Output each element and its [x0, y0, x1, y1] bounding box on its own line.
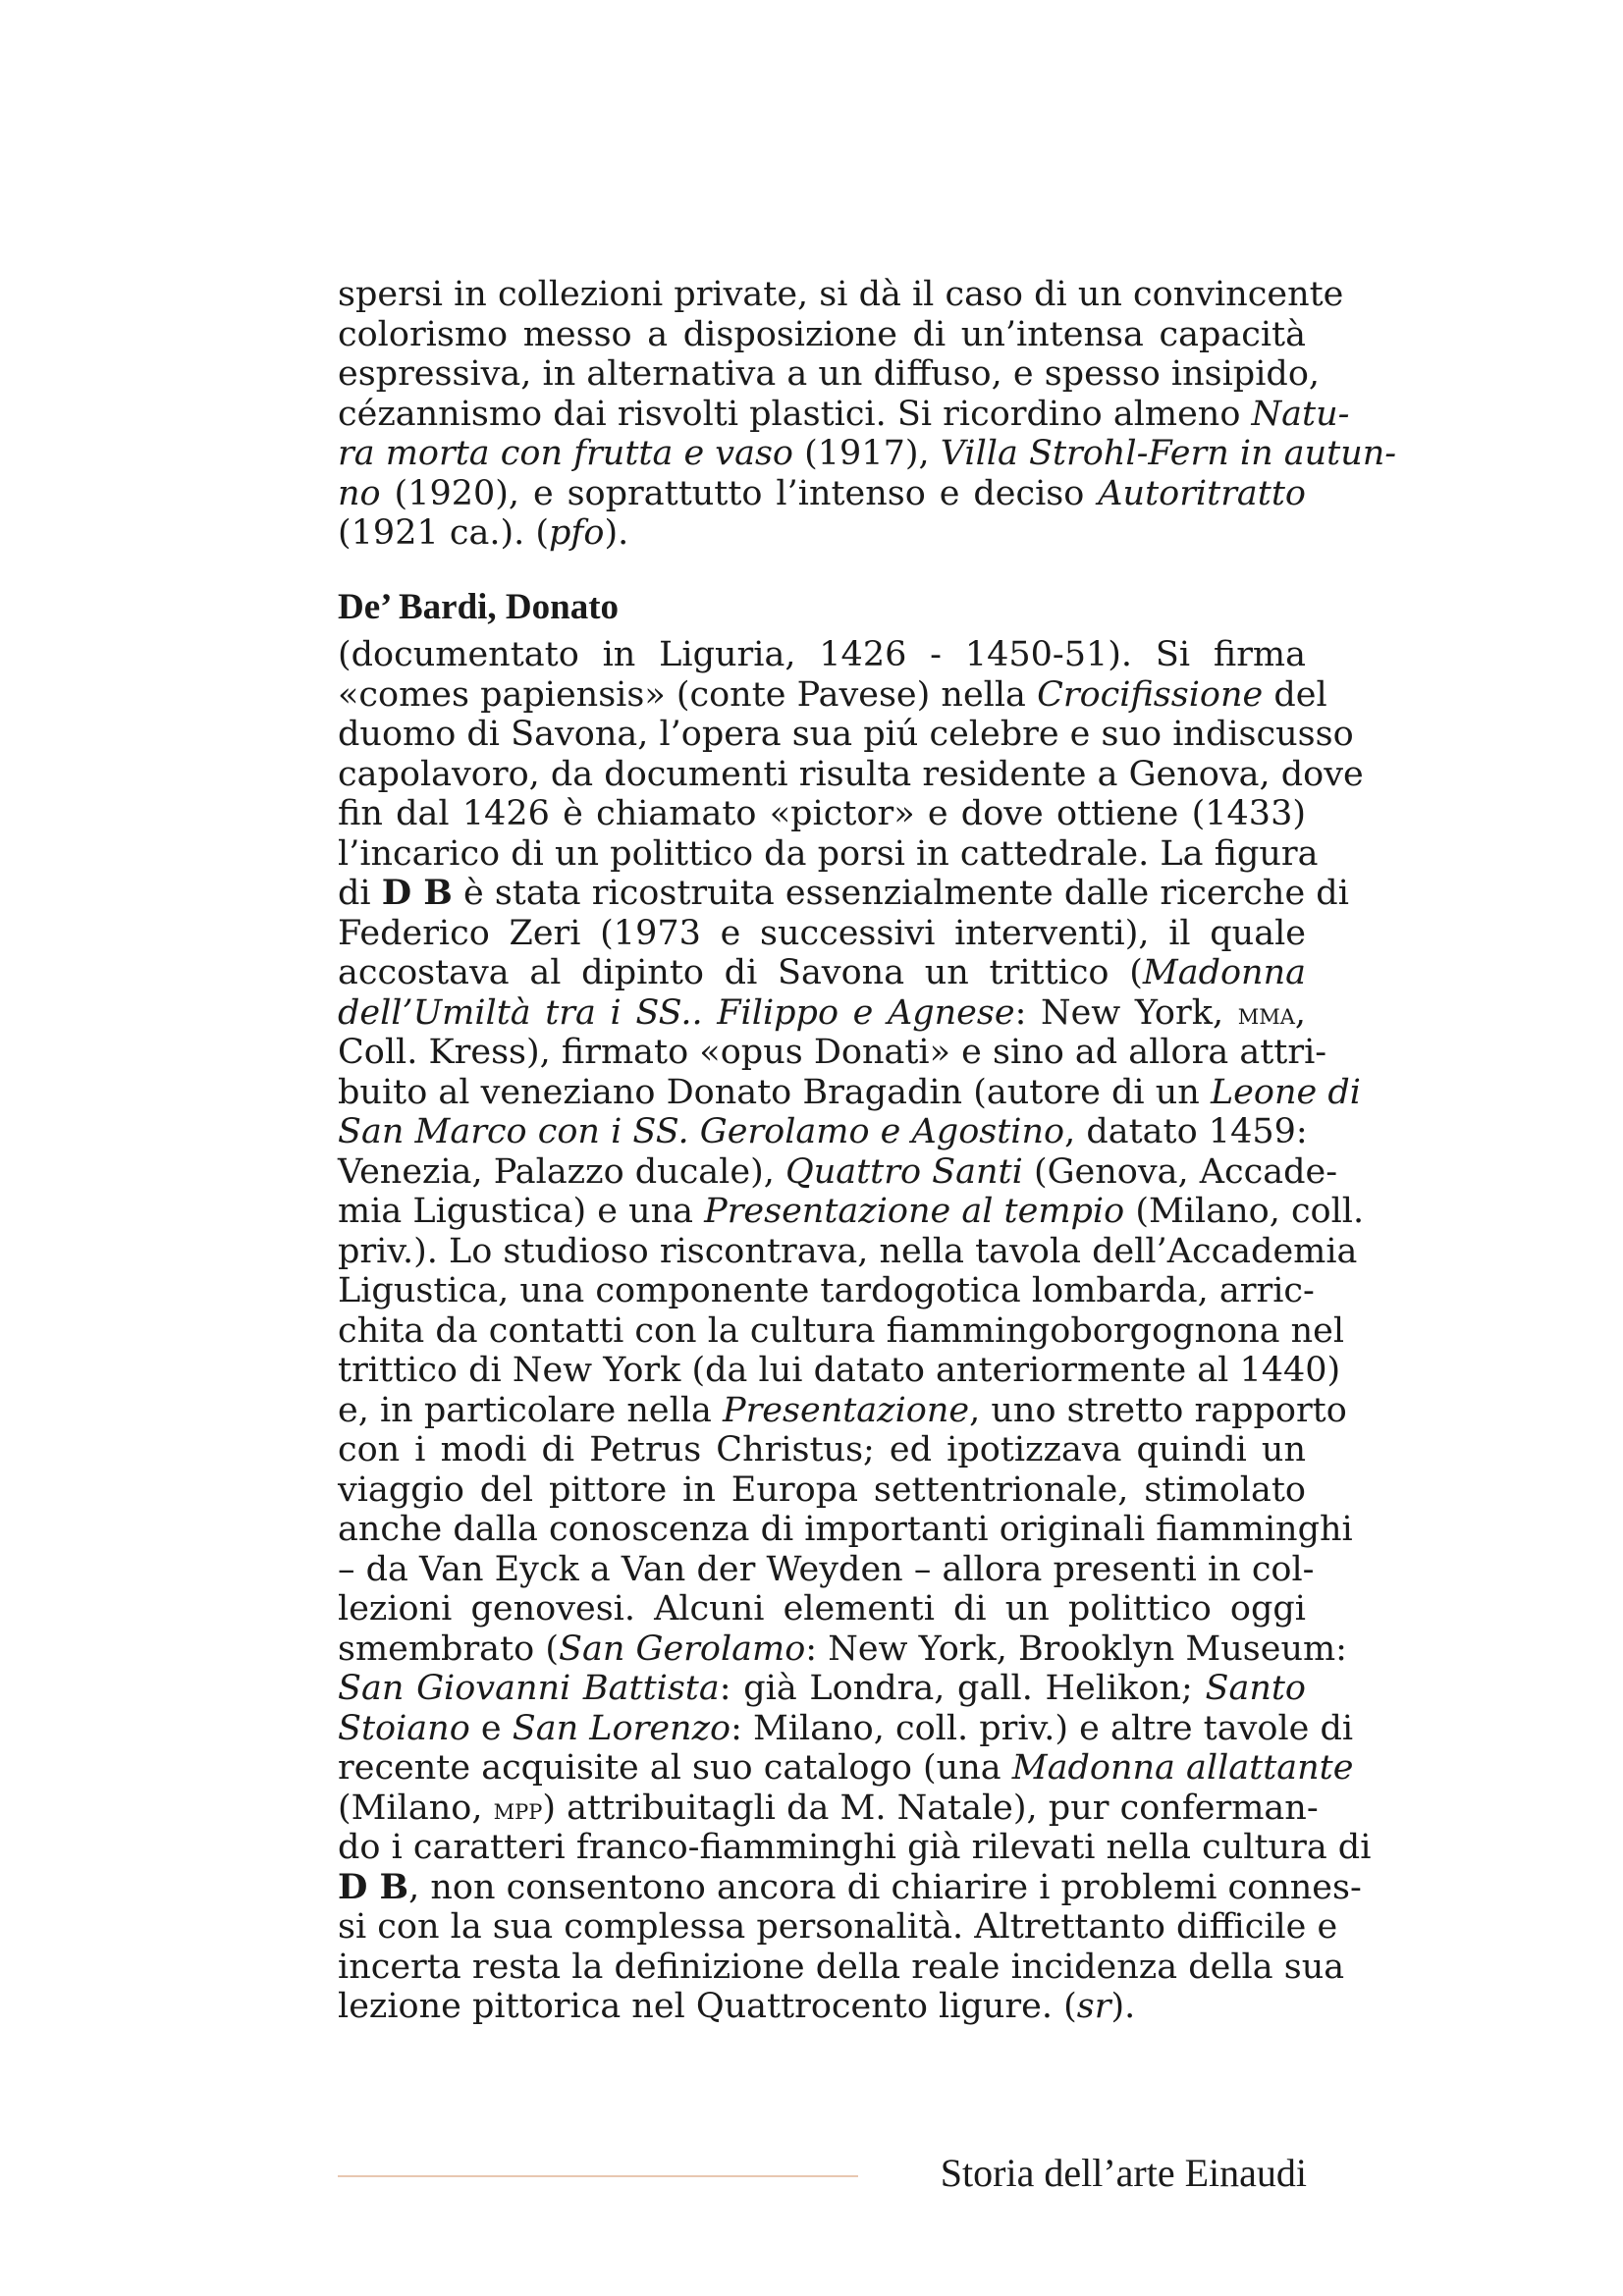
- italic-run: Natu-: [1251, 394, 1350, 434]
- text-run: : New York, Brooklyn Museum:: [805, 1629, 1347, 1669]
- text-line: [338, 1351, 1341, 1391]
- text-line: [338, 1669, 1306, 1709]
- text-line: [338, 914, 1306, 954]
- italic-run: San Gerolamo: [558, 1629, 806, 1669]
- italic-run: Madonna allattante: [1011, 1748, 1354, 1788]
- text-run: lezione pittorica nel Quattrocento ligure. (: [338, 1987, 1077, 2026]
- text-line: [338, 1708, 1354, 1749]
- italic-run: Presentazione al tempio: [704, 1192, 1125, 1231]
- text-line: [338, 315, 1306, 355]
- text-run: buito al veneziano Donato Bragadin (autore di un: [338, 1072, 1211, 1112]
- text-line: [338, 1072, 1361, 1113]
- text-line: [338, 434, 1397, 474]
- text-run: ).: [1110, 1987, 1136, 2026]
- text-run: : già Londra, gall. Helikon;: [719, 1669, 1206, 1708]
- italic-run: no: [338, 473, 381, 513]
- text-run: , datato 1459:: [1064, 1112, 1308, 1151]
- small-caps-run: mpp: [493, 1791, 543, 1827]
- text-run: con i modi di Petrus Christus; ed ipotizzava quindi un: [338, 1430, 1306, 1469]
- text-line: [338, 635, 1306, 675]
- text-run: smembrato (: [338, 1629, 559, 1669]
- text-line: [338, 1231, 1358, 1272]
- text-run: è stata ricostruita essenzialmente dalle ricerche di: [452, 874, 1349, 913]
- text-run: viaggio del pittore in Europa settentrionale, stimolato: [338, 1469, 1306, 1510]
- footer-label: Storia dell’arte Einaudi: [940, 2151, 1307, 2195]
- text-line: [338, 1310, 1345, 1352]
- text-run: (documentato in Liguria, 1426 - 1450-51). Si firma: [338, 635, 1306, 674]
- text-run: cézannismo dai risvolti plastici. Si ricordino almeno: [338, 394, 1252, 434]
- text-run: : Milano, coll. priv.) e altre tavole di: [730, 1708, 1354, 1748]
- text-line: [338, 754, 1364, 795]
- text-line: [338, 873, 1349, 914]
- text-run: espressiva, in alternativa a un diffuso, e spesso insipido,: [338, 354, 1321, 394]
- text-run: duomo di Savona, l’opera sua piú celebre e suo indiscusso: [338, 715, 1354, 754]
- text-run: Venezia, Palazzo ducale),: [338, 1151, 785, 1192]
- text-line: [338, 1748, 1354, 1789]
- italic-run: Quattro Santi: [785, 1151, 1023, 1192]
- text-run: (1921 ca.). (: [338, 513, 550, 553]
- text-line: [338, 1112, 1306, 1152]
- text-line: [338, 1866, 1362, 1908]
- text-line: [338, 833, 1319, 875]
- text-line: [338, 1470, 1306, 1511]
- text-run: ).: [604, 513, 629, 553]
- text-run: (Milano,: [338, 1788, 494, 1828]
- text-run: Coll. Kress), firmato «opus Donati» e sino ad allora attri-: [338, 1033, 1327, 1072]
- italic-run: San Giovanni Battista: [338, 1669, 720, 1708]
- text-line: [338, 1192, 1365, 1232]
- text-line: [338, 474, 1306, 514]
- text-run: , uno stretto rapporto: [969, 1390, 1347, 1430]
- text-run: spersi in collezioni private, si dà il caso di un convincente: [338, 275, 1344, 314]
- text-run: – da Van Eyck a Van der Weyden – allora presenti in col-: [338, 1549, 1315, 1589]
- bold-run: D B: [381, 873, 453, 913]
- text-line: [338, 354, 1321, 395]
- footer-rule: [338, 2175, 858, 2177]
- text-run: e: [469, 1708, 513, 1748]
- text-run: (1920), e soprattutto l’intenso e deciso: [380, 473, 1099, 513]
- entry-de-bardi: [338, 582, 1372, 2027]
- text-run: «comes papiensis» (conte Pavese) nella: [338, 674, 1038, 715]
- text-run: accostava al dipinto di Savona un trittico (: [338, 953, 1143, 992]
- italic-run: sr: [1076, 1987, 1111, 2026]
- text-line: [338, 1430, 1306, 1470]
- text-line: [338, 1947, 1345, 1988]
- text-run: colorismo messo a disposizione di un’intensa capacità: [338, 314, 1306, 354]
- text-run: ,: [1294, 992, 1306, 1033]
- previous-entry-text: [338, 275, 1397, 554]
- text-line: [338, 1510, 1353, 1550]
- italic-run: Autoritratto: [1098, 473, 1306, 513]
- text-line: [338, 1629, 1347, 1670]
- text-line: [338, 715, 1354, 755]
- text-line: [338, 1907, 1338, 1948]
- small-caps-run: mma: [1237, 996, 1295, 1032]
- text-run: di: [338, 874, 382, 913]
- text-run: : New York,: [1014, 992, 1238, 1033]
- italic-run: Presentazione: [723, 1390, 970, 1430]
- text-run: , non consentono ancora di chiarire i problemi connes-: [408, 1867, 1362, 1907]
- text-line: [338, 513, 1306, 554]
- italic-run: pfo: [549, 513, 605, 553]
- text-line: [338, 794, 1306, 834]
- text-line: [338, 1987, 1306, 2027]
- text-run: Ligustica, una componente tardogotica lombarda, arric-: [338, 1271, 1315, 1310]
- bold-run: D B: [338, 1866, 409, 1907]
- text-line: [338, 1589, 1306, 1629]
- text-line: [338, 1271, 1315, 1311]
- text-line: [338, 674, 1327, 716]
- text-run: (1917),: [792, 434, 941, 473]
- previous-entry-lines: [338, 275, 1397, 554]
- text-run: mia Ligustica) e una: [338, 1192, 705, 1231]
- text-run: e, in particolare nella: [338, 1390, 724, 1430]
- italic-run: ra morta con frutta e vaso: [338, 434, 793, 473]
- italic-run: San Lorenzo: [512, 1708, 731, 1748]
- text-run: (Genova, Accade-: [1022, 1151, 1338, 1192]
- text-run: fin dal 1426 è chiamato «pictor» e dove ottiene (1433): [338, 794, 1306, 833]
- italic-run: Santo: [1205, 1669, 1307, 1708]
- text-run: si con la sua complessa personalità. Altrettanto difficile e: [338, 1907, 1338, 1947]
- text-line: [338, 1788, 1319, 1829]
- italic-run: Villa Strohl-Fern in autun-: [940, 434, 1397, 473]
- text-line: [338, 1390, 1347, 1431]
- text-run: l’incarico di un polittico da porsi in cattedrale. La figura: [338, 833, 1319, 874]
- text-run: priv.). Lo studioso riscontrava, nella tavola dell’Accademia: [338, 1231, 1358, 1271]
- text-run: anche dalla conoscenza di importanti originali fiamminghi: [338, 1510, 1353, 1549]
- text-line: [338, 1151, 1338, 1193]
- text-run: recente acquisite al suo catalogo (una: [338, 1748, 1012, 1788]
- text-run: del: [1263, 674, 1327, 715]
- text-line: [338, 993, 1306, 1034]
- text-line: [338, 394, 1350, 435]
- entry-heading: De’ Bardi, Donato: [338, 587, 620, 627]
- text-run: lezioni genovesi. Alcuni elementi di un polittico oggi: [338, 1589, 1306, 1629]
- entry-body: [338, 635, 1372, 2027]
- text-run: trittico di New York (da lui datato anteriormente al 1440): [338, 1351, 1341, 1390]
- italic-run: dell’Umiltà tra i SS.. Filippo e Agnese: [338, 992, 1015, 1033]
- italic-run: Leone di: [1210, 1072, 1361, 1112]
- text-run: ) attribuitagli da M. Natale), pur conferman-: [542, 1788, 1319, 1828]
- text-run: (Milano, coll.: [1124, 1192, 1365, 1231]
- text-run: do i caratteri franco-fiamminghi già rilevati nella cultura di: [338, 1828, 1372, 1867]
- italic-run: Madonna: [1142, 953, 1306, 992]
- italic-run: Crocifissione: [1037, 674, 1264, 715]
- text-run: capolavoro, da documenti risulta residente a Genova, dove: [338, 754, 1364, 794]
- text-line: [338, 275, 1344, 315]
- text-line: [338, 1549, 1315, 1590]
- text-run: Federico Zeri (1973 e successivi interventi), il quale: [338, 913, 1306, 953]
- text-run: incerta resta la definizione della reale incidenza della sua: [338, 1947, 1345, 1987]
- italic-run: San Marco con i SS. Gerolamo e Agostino: [338, 1112, 1065, 1151]
- text-line: [338, 1828, 1372, 1868]
- text-run: chita da contatti con la cultura fiammingoborgognona nel: [338, 1310, 1345, 1351]
- italic-run: Stoiano: [338, 1708, 470, 1748]
- text-line: [338, 953, 1306, 993]
- text-line: [338, 1033, 1327, 1073]
